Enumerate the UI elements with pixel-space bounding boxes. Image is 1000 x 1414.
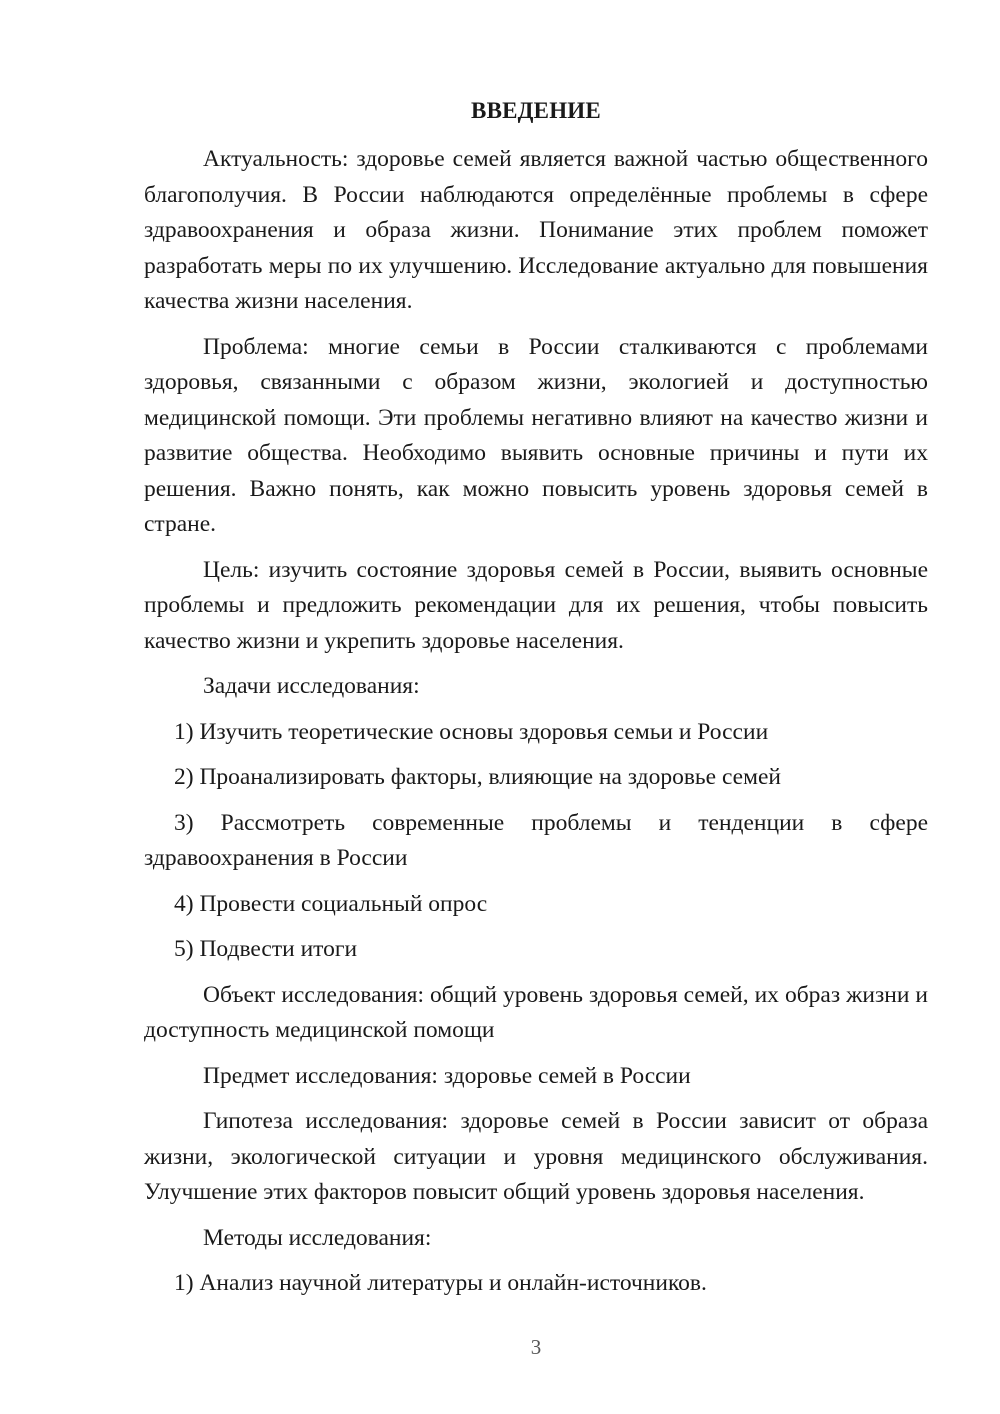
list-item-task-2: 2) Проанализировать факторы, влияющие на здоровье семей (174, 764, 781, 790)
paragraph-tasks-heading: Задачи исследования: (203, 673, 420, 699)
list-item-task-4: 4) Провести социальный опрос (174, 890, 488, 917)
paragraph-object: Объект исследования: общий уровень здоровья семей, их образ жизни и доступность медицинской помощи (144, 981, 928, 1043)
list-item-task-3: 3) Рассмотреть современные проблемы и тенденции в сфере здравоохранения в России (144, 809, 928, 871)
paragraph-relevance: Актуальность: здоровье семей является важной частью общественного благополучия. В России наблюдаются определённые проблемы в сфере здравоохранения и образа жизни. Понимание этих проблем поможет разработать меры по их улучшению. Исследование актуально для повышения качества жизни населения. (144, 146, 928, 314)
paragraph-hypothesis: Гипотеза исследования: здоровье семей в России зависит от образа жизни, экологической ситуации и уровня медицинского обслуживания. Улучшение этих факторов повысит общий уровень здоровья населения. (144, 1108, 928, 1205)
list-item-method-1: 1) Анализ научной литературы и онлайн-источников. (174, 1270, 707, 1296)
paragraph-methods-heading: Методы исследования: (203, 1224, 432, 1251)
page-title: ВВЕДЕНИЕ (471, 98, 601, 123)
paragraph-subject: Предмет исследования: здоровье семей в России (203, 1062, 691, 1089)
page-number: 3 (530, 1335, 542, 1359)
list-item-task-1: 1) Изучить теоретические основы здоровья семьи и России (174, 718, 769, 745)
list-item-task-5: 5) Подвести итоги (174, 936, 358, 962)
document-body (144, 142, 928, 1312)
paragraph-goal: Цель: изучить состояние здоровья семей в России, выявить основные проблемы и предложить рекомендации для их решения, чтобы повысить качество жизни и укрепить здоровье населения. (144, 556, 928, 654)
paragraph-problem: Проблема: многие семьи в России сталкиваются с проблемами здоровья, связанными с образом жизни, экологией и доступностью медицинской помощи. Эти проблемы негативно влияют на качество жизни и развитие общества. Необходимо выявить основные причины и пути их решения. Важно понять, как можно повысить уровень здоровья семей в стране. (144, 333, 928, 537)
